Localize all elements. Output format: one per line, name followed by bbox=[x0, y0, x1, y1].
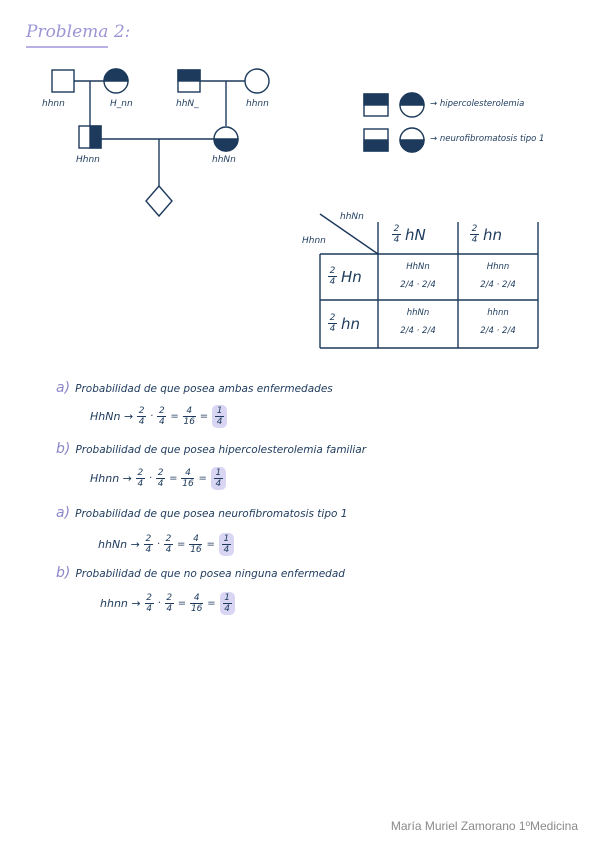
calculation-row: hhnn → $\frac{2}{4}$ · $\frac{2}{4}$ = $\frac{4}{16}$ = $\frac{1}{4}$ bbox=[100, 592, 235, 615]
label-i1: hhnn bbox=[42, 99, 65, 109]
question-letter: a) bbox=[56, 380, 71, 396]
question-block bbox=[56, 377, 333, 396]
label-ii2: hhNn bbox=[212, 155, 236, 165]
punnett-row-header-2: $\frac{2}{4}$ hn bbox=[329, 313, 361, 334]
question-block bbox=[56, 562, 345, 581]
question-text: Probabilidad de que posea hipercolesterolemia familiar bbox=[75, 444, 367, 456]
result-highlight: $\frac{1}{4}$ bbox=[220, 592, 235, 615]
question-letter: a) bbox=[56, 505, 71, 521]
result-highlight: $\frac{1}{4}$ bbox=[212, 405, 227, 428]
punnett-cell-probability: 2/4 · 2/4 bbox=[400, 280, 436, 290]
punnett-cell-genotype: Hhnn bbox=[486, 262, 510, 272]
result-highlight: $\frac{1}{4}$ bbox=[211, 467, 226, 490]
legend-neurofibromatosis: → neurofibromatosis tipo 1 bbox=[430, 134, 545, 144]
result-highlight: $\frac{1}{4}$ bbox=[219, 533, 234, 556]
punnett-cell-genotype: hhnn bbox=[487, 308, 509, 318]
punnett-col-header-1: $\frac{2}{4}$ hN bbox=[393, 224, 426, 245]
calculation-row: hhNn → $\frac{2}{4}$ · $\frac{2}{4}$ = $\frac{4}{16}$ = $\frac{1}{4}$ bbox=[98, 533, 234, 556]
punnett-col-header-2: $\frac{2}{4}$ hn bbox=[471, 224, 503, 245]
pedigree-male-i1 bbox=[52, 70, 74, 92]
legend-hipercolesterolemia: → hipercolesterolemia bbox=[430, 99, 525, 109]
punnett-row-header-1: $\frac{2}{4}$ Hn bbox=[329, 266, 362, 287]
punnett-cell-probability: 2/4 · 2/4 bbox=[480, 326, 516, 336]
question-block bbox=[56, 502, 347, 521]
pedigree-female-i4 bbox=[245, 69, 269, 93]
punnett-corner-top: hhNn bbox=[340, 212, 364, 222]
label-i2: H_nn bbox=[110, 99, 133, 109]
punnett-cell-probability: 2/4 · 2/4 bbox=[400, 326, 436, 336]
label-i4: hhnn bbox=[246, 99, 269, 109]
question-text: Probabilidad de que posea ambas enfermedades bbox=[75, 383, 333, 395]
pedigree-offspring-diamond bbox=[146, 186, 172, 216]
label-i3: hhN_ bbox=[176, 99, 199, 109]
question-block bbox=[56, 438, 366, 457]
question-text: Probabilidad de que no posea ninguna enfermedad bbox=[75, 568, 345, 580]
punnett-corner-left: Hhnn bbox=[302, 236, 326, 246]
calculation-row: HhNn → $\frac{2}{4}$ · $\frac{2}{4}$ = $\frac{4}{16}$ = $\frac{1}{4}$ bbox=[90, 405, 227, 428]
punnett-cell-genotype: HhNn bbox=[406, 262, 430, 272]
label-ii1: Hhnn bbox=[76, 155, 100, 165]
calculation-row: Hhnn → $\frac{2}{4}$ · $\frac{2}{4}$ = $\frac{4}{16}$ = $\frac{1}{4}$ bbox=[90, 467, 226, 490]
question-letter: b) bbox=[56, 441, 71, 457]
page-title: Problema 2: bbox=[26, 22, 131, 42]
author-footer: María Muriel Zamorano 1ºMedicina bbox=[390, 819, 578, 833]
punnett-cell-genotype: hhNn bbox=[406, 308, 430, 318]
question-text: Probabilidad de que posea neurofibromatosis tipo 1 bbox=[75, 508, 348, 520]
punnett-cell-probability: 2/4 · 2/4 bbox=[480, 280, 516, 290]
question-letter: b) bbox=[56, 565, 71, 581]
